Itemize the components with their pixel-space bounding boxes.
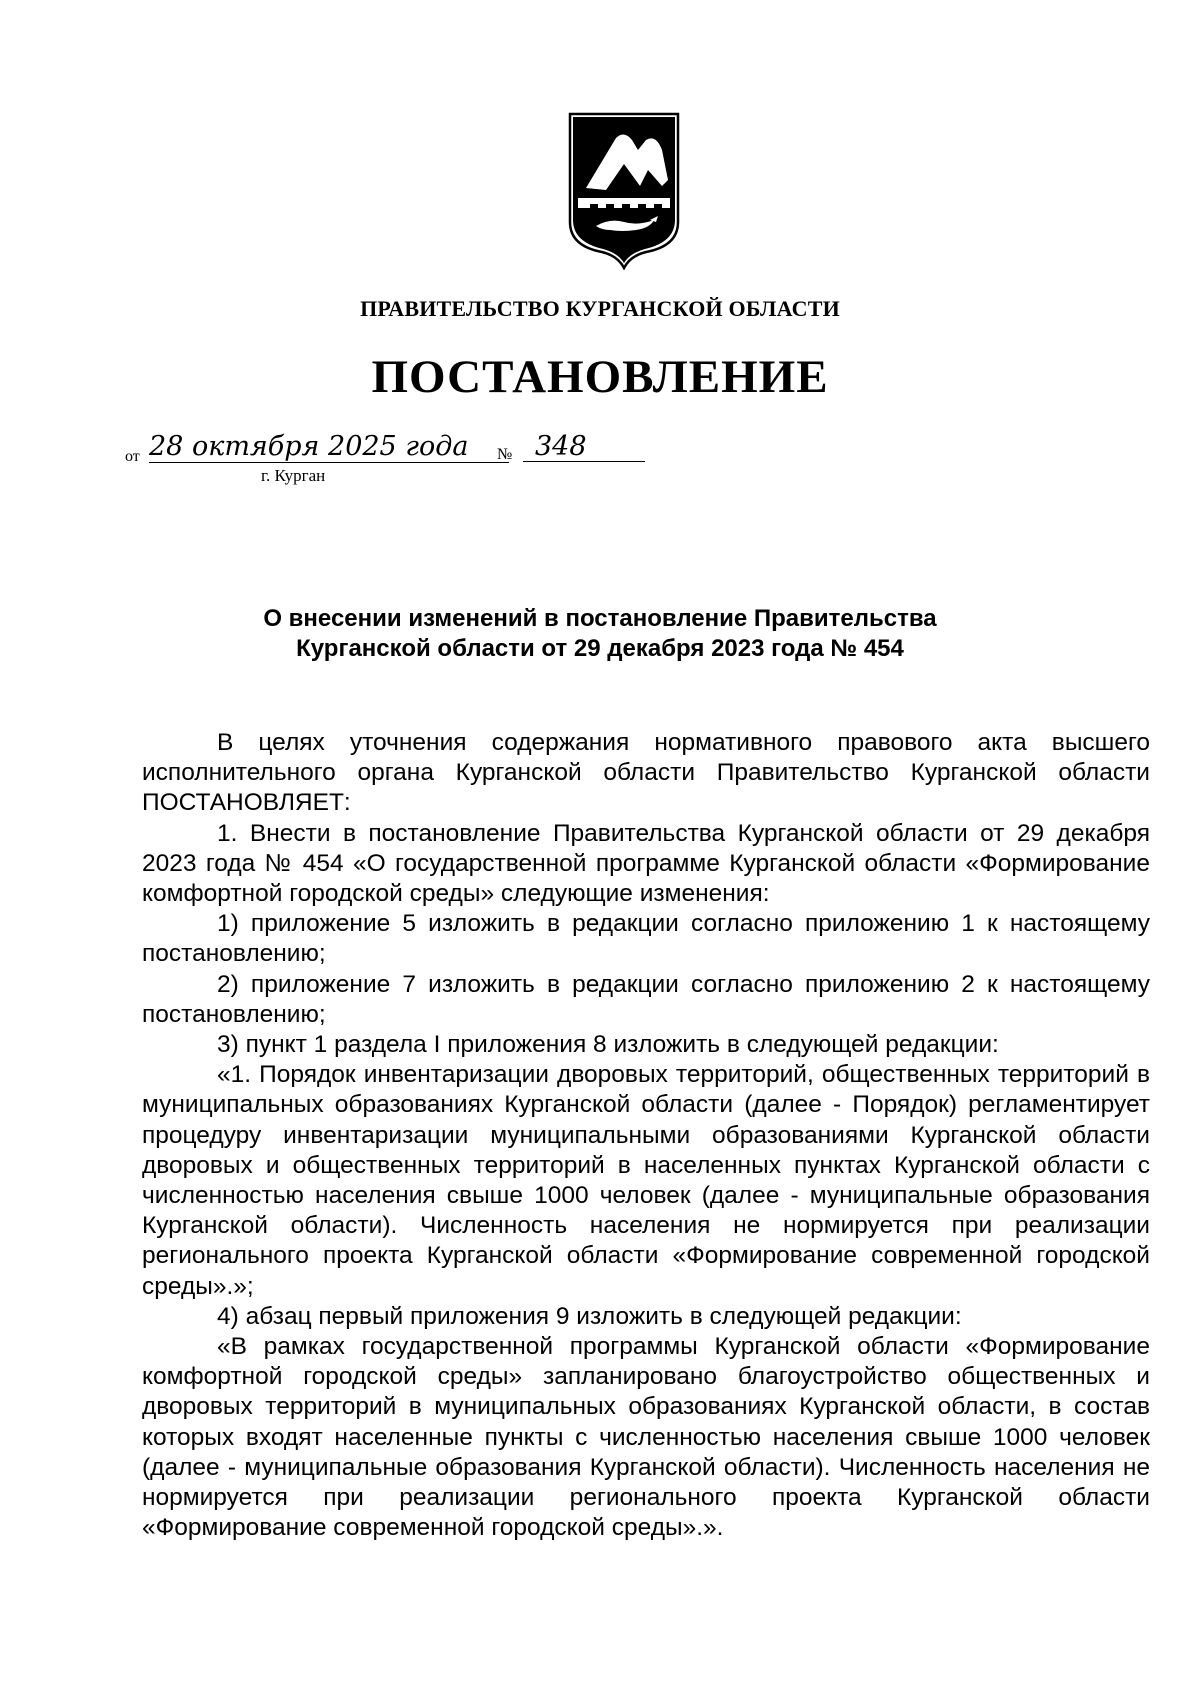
dateline <box>125 432 645 492</box>
paragraph: В целях уточнения содержания нормативного правового акта высшего исполнительного органа Курганской области Правительство Курганской области ПОСТАНОВЛЯЕТ: <box>142 729 1150 817</box>
paragraph: 3) пункт 1 раздела I приложения 8 изложить в следующей редакции: <box>217 1031 999 1059</box>
paragraph: 1. Внести в постановление Правительства Курганской области от 29 декабря 2023 года № 454 «О государственной программе Курганской области «Формирование комфортной городской среды» следующие изменения: <box>142 819 1150 908</box>
paragraph: «1. Порядок инвентаризации дворовых территорий, общественных территорий в муниципальных образованиях Курганской области (далее - Порядок) регламентирует процедуру инвентаризации муниципальными образованиями Курганской области дворовых и общественных территорий в населенных пунктах Курганской области с численностью населения свыше 1000 человек (далее - муниципальные образования Курганской области). Численность населения не нормируется при реализации регионального проекта Курганской области «Формирование современной городской среды».»; <box>142 1061 1150 1300</box>
number-label: № <box>497 446 513 463</box>
title-line-2: Курганской области от 29 декабря 2023 года № 454 <box>296 635 904 662</box>
document-body <box>142 728 1150 1543</box>
paragraph: 2) приложение 7 изложить в редакции согласно приложению 2 к настоящему постановлению; <box>142 970 1150 1028</box>
document-title <box>130 604 1070 664</box>
date-prefix: от <box>125 448 140 465</box>
handwritten-number: 348 <box>523 432 645 462</box>
document-type: ПОСТАНОВЛЕНИЕ <box>371 351 829 403</box>
paragraph: 4) абзац первый приложения 9 изложить в следующей редакции: <box>217 1302 962 1330</box>
government-name: ПРАВИТЕЛЬСТВО КУРГАНСКОЙ ОБЛАСТИ <box>360 296 840 321</box>
coat-of-arms-icon <box>566 110 682 270</box>
title-line-1: О внесении изменений в постановление Правительства <box>263 605 937 632</box>
handwritten-date: 28 октября 2025 года <box>149 432 509 463</box>
paragraph: «В рамках государственной программы Курганской области «Формирование комфортной городской среды» запланировано благоустройство общественных и дворовых территорий в муниципальных образованиях Курганской области, в состав которых входят населенные пункты с численностью населения свыше 1000 человек (далее - муниципальные образования Курганской области). Численность населения не нормируется при реализации регионального проекта Курганской области «Формирование современной городской среды».». <box>142 1333 1150 1542</box>
city: г. Курган <box>261 466 326 485</box>
paragraph: 1) приложение 5 изложить в редакции согласно приложению 1 к настоящему постановлению; <box>142 910 1150 968</box>
